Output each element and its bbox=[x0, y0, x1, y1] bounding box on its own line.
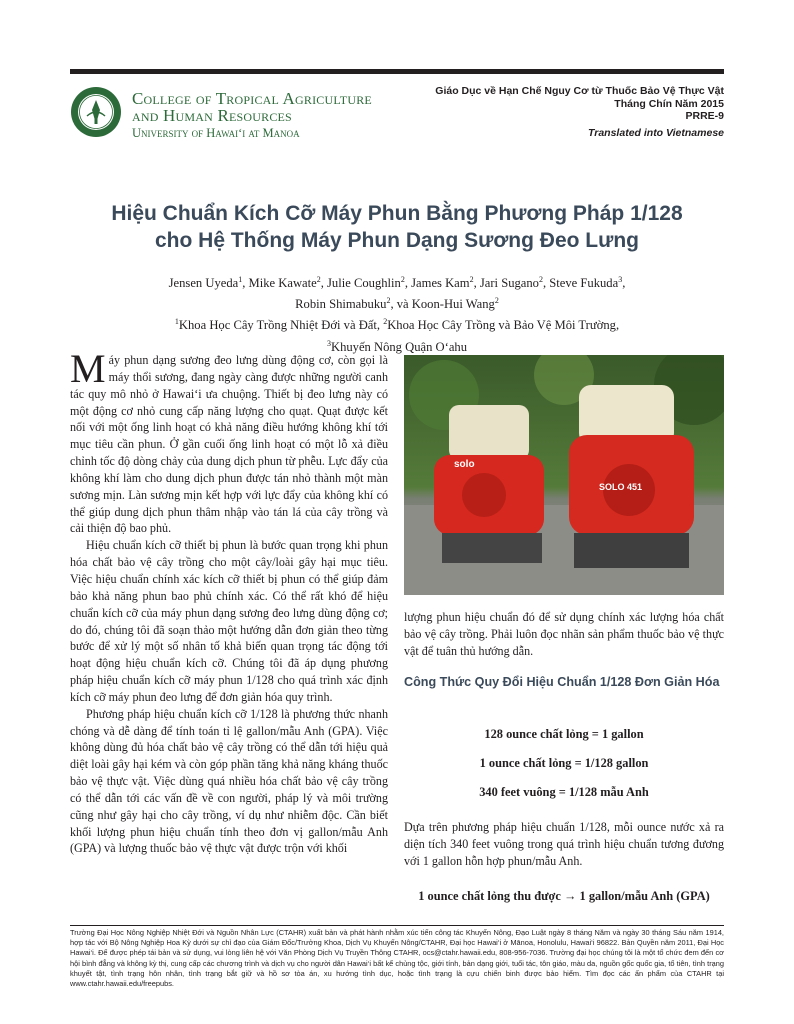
university-name: University of Hawai‘i at Manoa bbox=[132, 126, 300, 140]
author: Steve Fukuda bbox=[549, 276, 619, 291]
author: Jari Sugano bbox=[479, 276, 539, 291]
model-label: SOLO 451 bbox=[599, 482, 643, 492]
title-line2: cho Hệ Thống Máy Phun Dạng Sương Đeo Lưng bbox=[155, 229, 639, 252]
paragraph-text: áy phun dạng sương đeo lưng dùng động cơ, còn gọi là máy thổi sương, đang ngày càng được những người canh tác quy mô nhỏ ở Hawai‘i ưa chuộng. Thiết bị đeo lưng này có một động cơ nhỏ cung cấp năng lượng cho quạt. Quạt được kết nối với một ống linh hoạt có khả năng điều hướng không khí tới mục tiêu cần phun. Ở gần cuối ống linh hoạt có một lỗ xả điều chỉnh tốc độ dòng chảy của dung dịch phun từ phễu. Lực đẩy của không khí làm cho dung dịch phun được tán nhỏ thành một màn sương mịn. Làn sương mịn kết hợp với lực đẩy của không khí có thể giúp dung dịch phun thâm nhập vào tán lá của cây trồng và cải thiện độ bao phủ. bbox=[70, 353, 388, 536]
university-seal-icon bbox=[70, 86, 122, 138]
affiliation: Khuyến Nông Quận O‘ahu bbox=[330, 339, 468, 354]
author-separator: , bbox=[473, 276, 480, 291]
author: James Kam bbox=[411, 276, 470, 291]
conversion-left: 1 ounce chất lỏng thu được bbox=[418, 889, 561, 903]
series-title: Giáo Dục về Hạn Chế Nguy Cơ từ Thuốc Bảo Vệ Thực Vật bbox=[435, 85, 724, 97]
publication-code: PRRE-9 bbox=[685, 110, 724, 122]
document-title bbox=[60, 200, 734, 254]
author-list-line2: Robin Shimabuku$^2$, và Koon-Hui Wang$^2$ bbox=[295, 296, 499, 312]
title-line1: Hiệu Chuẩn Kích Cỡ Máy Phun Bằng Phương Pháp 1/128 bbox=[111, 202, 683, 225]
arrow-right-icon: → bbox=[564, 889, 577, 903]
backpack-sprayer-photo bbox=[404, 355, 724, 595]
author-separator: , bbox=[320, 276, 328, 291]
author-separator: , bbox=[242, 276, 249, 291]
brand-label: solo bbox=[454, 459, 475, 470]
footer-rule bbox=[70, 925, 724, 926]
author: Julie Coughlin bbox=[327, 276, 401, 291]
paragraph: Phương pháp hiệu chuẩn kích cỡ 1/128 là phương thức nhanh chóng và dễ dàng để tính toán tỉ lệ gallon/mẫu Anh (GPA). Việc không dùng đủ hóa chất bảo vệ cây trồng có thể dẫn tới hiệu quả diệt loài gây hại kém và còn góp phần tăng khả năng kháng thuốc bảo vệ thực vật. Việc dùng quá nhiều hóa chất bảo vệ cây trồng có thể dẫn tới các vấn đề về con người, pháp lý và môi trường cũng như gây hại cho cây trồng, ví dụ như nhiễm độc. Cần biết khối lượng phun hiệu chuẩn tính theo đơn vị gallon/mẫu Anh (GPA) và lượng thuốc bảo vệ thực vật được trộn với khối bbox=[70, 706, 388, 856]
author: và Koon-Hui Wang bbox=[396, 297, 495, 312]
author: Jensen Uyeda bbox=[168, 276, 239, 291]
paragraph: Hiệu chuẩn kích cỡ thiết bị phun là bước quan trọng khi phun hóa chất bảo vệ cây trồng cho một cây/loài gây hại mục tiêu. Việc hiệu chuẩn chính xác kích cỡ thiết bị phun có thể giúp đảm bảo khả năng phun bao phủ chính xác. Có thể rất khó để hiệu chuẩn kích cỡ của máy phun dạng sương đeo lưng dùng động cơ; do đó, chúng tôi đã soạn thảo một hướng dẫn đơn giản theo từng bước để xử lý một số nhân tố khả biến quan trọng tác động tới hoạt động hiệu chuẩn kích cỡ. Chúng tôi đã áp dụng phương pháp hiệu chuẩn kích cỡ máy phun 1/128 cho quá trình xác định kích cỡ máy phun đeo lưng để đơn giản hóa quy trình. bbox=[70, 538, 388, 704]
author: Robin Shimabuku bbox=[295, 297, 387, 312]
affiliation: Khoa Học Cây Trồng và Bảo Vệ Môi Trường, bbox=[387, 318, 620, 333]
author-block bbox=[70, 271, 724, 356]
author: Mike Kawate bbox=[248, 276, 317, 291]
section-heading: Công Thức Quy Đổi Hiệu Chuẩn 1/128 Đơn Giản Hóa bbox=[404, 675, 720, 689]
paragraph: lượng phun hiệu chuẩn đó để sử dụng chính xác lượng hóa chất bảo vệ cây trồng. Phải luôn đọc nhãn sản phẩm thuốc bảo vệ thực vật để tuân thủ hướng dẫn. bbox=[404, 610, 724, 658]
formula-line: 1 ounce chất lỏng = 1/128 gallon bbox=[479, 756, 649, 770]
formula-line: 340 feet vuông = 1/128 mẫu Anh bbox=[479, 785, 649, 799]
header-rule bbox=[70, 69, 724, 74]
college-line1: College of Tropical Agriculture bbox=[132, 89, 372, 108]
author-separator: , bbox=[404, 276, 412, 291]
college-name bbox=[132, 90, 372, 141]
affiliations-line2: $^3$Khuyến Nông Quận O‘ahu bbox=[326, 338, 468, 354]
author-separator: , bbox=[542, 276, 550, 291]
formula-line: 128 ounce chất lỏng = 1 gallon bbox=[484, 727, 644, 741]
paragraph: Dựa trên phương pháp hiệu chuẩn 1/128, mỗi ounce nước xả ra diện tích 340 feet vuông trong quá trình hiệu chuẩn tương đương với 1 gallon hỗn hợp phun/mẫu Anh. bbox=[404, 820, 724, 868]
conversion-result bbox=[404, 889, 724, 904]
series-info bbox=[435, 85, 724, 139]
affiliation: Khoa Học Cây Trồng Nhiệt Đới và Đất, bbox=[178, 318, 384, 333]
college-line2: and Human Resources bbox=[132, 106, 292, 125]
footer-notice: Trường Đại Học Nông Nghiệp Nhiệt Đới và Nguồn Nhân Lực (CTAHR) xuất bản và phát hành nhằm xúc tiến công tác Khuyến Nông, Đạo Luật ngày 8 tháng Năm và ngày 30 tháng Sáu năm 1914, hợp tác với Bộ Nông Nghiệp Hoa Kỳ dưới sự chỉ đạo của Giám Đốc/Trưởng Khoa, Dịch Vụ Khuyến Nông/CTAHR, Đại học Hawai‘i ở Mānoa, Honolulu, Hawai‘i 96822. Bản Quyền năm 2011, Đại Học Hawai‘i. Để được phép tái bản và sử dụng, vui lòng liên hệ với Văn Phòng Dịch Vụ Truyền Thông CTAHR, ocs@ctahr.hawaii.edu, 808-956-7036. Trường đại học chúng tôi là một tổ chức đem đến cơ hội bình đẳng và không kỳ thị, cung cấp các chương trình và dịch vụ cho người dân Hawai‘i bất kể chủng tộc, giới tính, bản dạng giới, tuổi tác, tôn giáo, màu da, nguồn gốc quốc gia, tổ tiên, tình trạng khuyết tật, tình trạng hôn nhân, tình trạng bắt giữ và hồ sơ tòa án, xu hướng tình dục, hoặc tình trạng là cựu chiến binh được bảo hiểm. Tìm đọc các ấn phẩm của CTAHR tại www.ctahr.hawaii.edu/freepubs. bbox=[70, 928, 724, 989]
publication-date: Tháng Chín Năm 2015 bbox=[614, 97, 724, 110]
author-separator: , bbox=[390, 297, 397, 312]
body-column-left bbox=[70, 346, 388, 857]
author-list-line1: Jensen Uyeda$^1$, Mike Kawate$^2$, Julie Coughlin$^2$, James Kam$^2$, Jari Sugano$^2$, Steve Fukuda$^3$, bbox=[168, 275, 626, 291]
paragraph-intro bbox=[70, 346, 388, 537]
conversion-right: 1 gallon/mẫu Anh (GPA) bbox=[579, 889, 710, 903]
drop-cap: M bbox=[70, 346, 106, 391]
affiliations-line1: $^1$Khoa Học Cây Trồng Nhiệt Đới và Đất, $^2$Khoa Học Cây Trồng và Bảo Vệ Môi Trường, bbox=[174, 317, 620, 333]
translation-note: Translated into Vietnamese bbox=[588, 126, 724, 139]
